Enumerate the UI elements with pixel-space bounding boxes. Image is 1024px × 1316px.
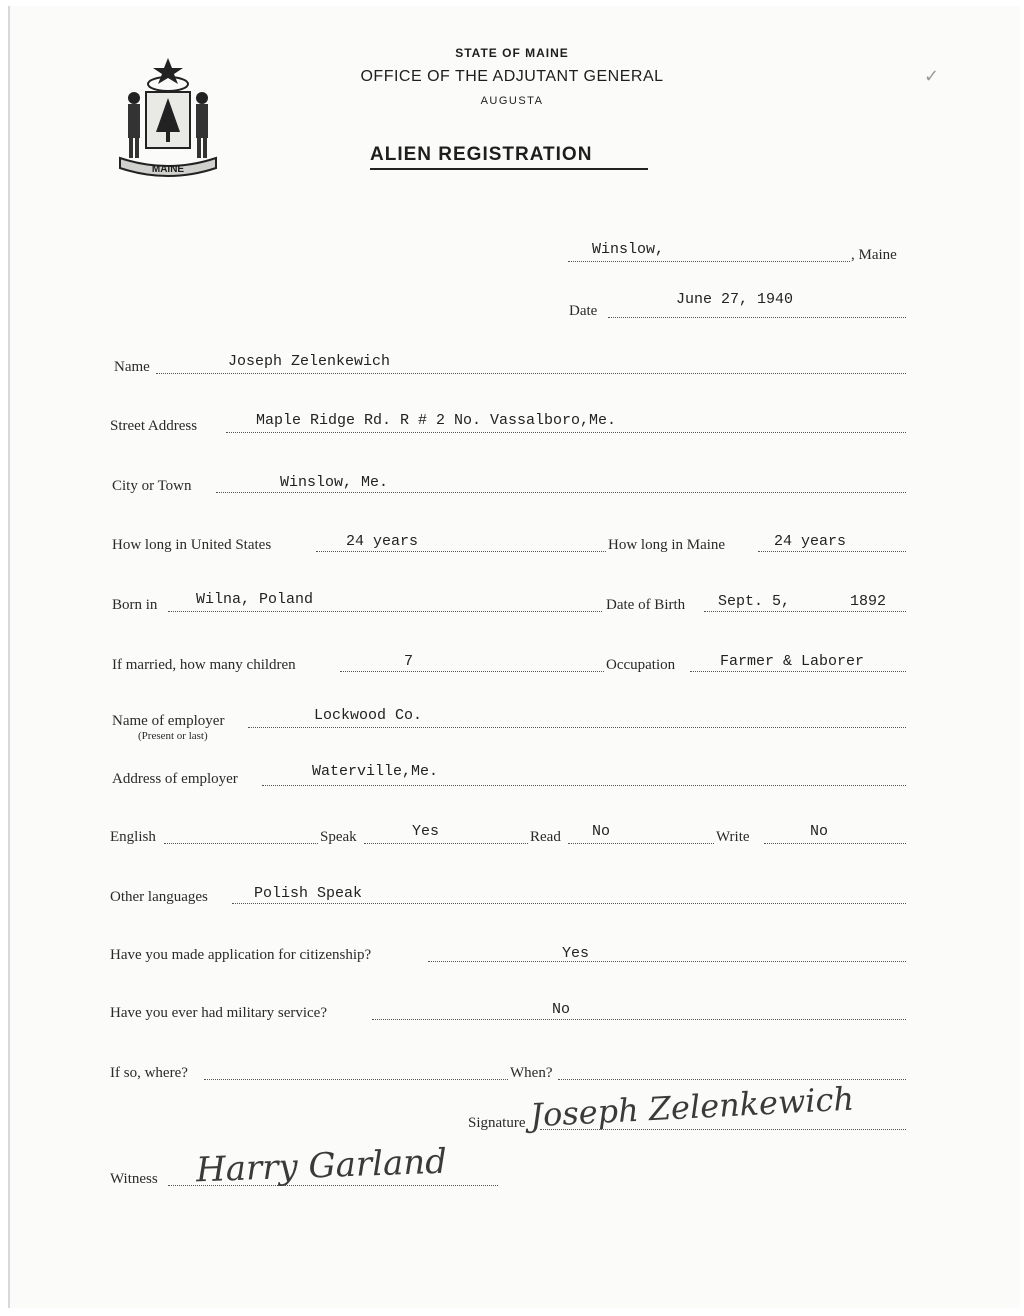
born-label: Born in <box>112 597 158 613</box>
state-suffix-label: , Maine <box>851 247 897 263</box>
employer-label: Name of employer <box>112 713 225 729</box>
born-value: Wilna, Poland <box>196 591 314 608</box>
dob-year-value: 1892 <box>850 593 887 610</box>
city-label: City or Town <box>112 478 192 494</box>
children-value: 7 <box>404 653 414 670</box>
office-heading: OFFICE OF THE ADJUTANT GENERAL <box>360 68 664 85</box>
citizenship-value: Yes <box>562 945 590 962</box>
citizenship-label: Have you made application for citizenship? <box>110 947 372 963</box>
form-title: ALIEN REGISTRATION <box>370 144 593 165</box>
occupation-value: Farmer & Laborer <box>720 653 865 670</box>
speak-label: Speak <box>320 829 357 845</box>
employer-sublabel: (Present or last) <box>138 730 208 742</box>
english-label: English <box>110 829 156 845</box>
children-label: If married, how many children <box>112 657 296 673</box>
signature-value: Joseph Zelenkewich <box>529 1079 855 1135</box>
check-mark-icon: ✓ <box>924 66 940 87</box>
seal-banner-text: MAINE <box>151 164 185 175</box>
name-label: Name <box>114 359 150 375</box>
read-label: Read <box>530 829 561 845</box>
city-heading: AUGUSTA <box>480 95 544 107</box>
where-label: If so, where? <box>110 1065 188 1081</box>
street-address-value: Maple Ridge Rd. R # 2 No. Vassalboro,Me. <box>256 412 617 429</box>
when-label: When? <box>510 1065 553 1081</box>
other-languages-label: Other languages <box>110 889 208 905</box>
dob-label: Date of Birth <box>606 597 686 613</box>
employer-value: Lockwood Co. <box>314 707 423 724</box>
dob-value: Sept. 5, <box>718 593 791 610</box>
street-address-label: Street Address <box>110 418 198 434</box>
military-value: No <box>552 1001 571 1018</box>
witness-label: Witness <box>110 1171 158 1187</box>
employer-address-label: Address of employer <box>112 771 238 787</box>
date-label: Date <box>569 303 598 319</box>
name-value: Joseph Zelenkewich <box>228 353 391 370</box>
state-heading: STATE OF MAINE <box>455 46 569 60</box>
employer-address-value: Waterville,Me. <box>312 763 439 780</box>
read-value: No <box>592 823 611 840</box>
years-us-label: How long in United States <box>112 537 272 553</box>
speak-value: Yes <box>412 823 440 840</box>
date-value: June 27, 1940 <box>676 291 794 308</box>
town-value: Winslow, <box>592 241 665 258</box>
military-label: Have you ever had military service? <box>110 1005 327 1021</box>
write-value: No <box>810 823 829 840</box>
city-value: Winslow, Me. <box>280 474 389 491</box>
other-languages-value: Polish Speak <box>254 885 363 902</box>
occupation-label: Occupation <box>606 657 676 673</box>
witness-signature: Harry Garland <box>195 1141 448 1191</box>
signature-label: Signature <box>468 1115 526 1131</box>
years-us-value: 24 years <box>346 533 419 550</box>
years-maine-value: 24 years <box>774 533 847 550</box>
write-label: Write <box>716 829 750 845</box>
title-underline <box>370 168 648 170</box>
years-maine-label: How long in Maine <box>608 537 726 553</box>
